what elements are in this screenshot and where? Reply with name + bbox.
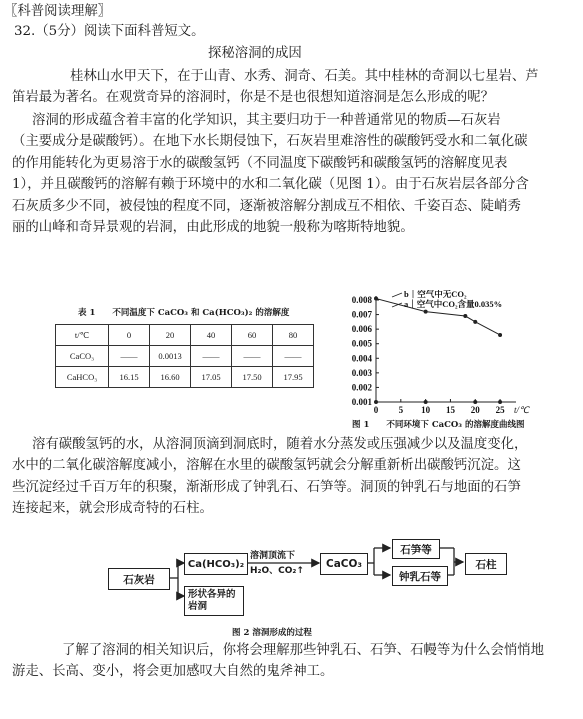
table-row (56, 367, 314, 388)
table-cell: 40 (191, 325, 232, 346)
table-cell: —— (109, 346, 150, 367)
paragraph-line: 的作用能转化为更易溶于水的碳酸氢钙（不同温度下碳酸钙和碳酸氢钙的溶解度见表 (12, 155, 508, 171)
paragraph-line: 溶洞的形成蕴含着丰富的化学知识，其主要归功于一种普通常见的物质—石灰岩 (32, 113, 501, 128)
table-row (56, 346, 314, 367)
paragraph-line: 桂林山水甲天下，在于山青、水秀、洞奇、石美。其中桂林的奇洞以七星岩、芦 (70, 69, 539, 84)
paragraph-line: 丽的山峰和奇异景观的岩洞，由此形成的地貌一般称为喀斯特地貌。 (12, 220, 414, 236)
diagram-caption: 图 2 溶洞形成的过程 (232, 628, 312, 638)
paragraph-line: 溶有碳酸氢钙的水，从溶洞顶滴到洞底时，随着水分蒸发或压强减少以及温度变化， (32, 437, 528, 452)
table-cell: CaHCO₃ (56, 367, 109, 388)
x-tick-label: 5 (398, 405, 404, 415)
paragraph-4 (6, 640, 578, 683)
node-label: CaCO₃ (325, 558, 363, 570)
solubility-table (55, 324, 314, 388)
node-label: 石笋等 (400, 543, 432, 556)
x-tick-label: 10 (421, 405, 431, 415)
paragraph-3 (6, 434, 578, 520)
y-tick-label: 0.008 (351, 295, 372, 305)
node-label: Ca(HCO₃)₂ (187, 558, 245, 570)
table-cell: 17.05 (191, 367, 232, 388)
chart-legend (392, 290, 502, 309)
node-bicarbonate (184, 553, 248, 575)
paragraph-line: （主要成分是碳酸钙）。在地下水长期侵蚀下，石灰岩里难溶性的碳酸钙受水和二氧化碳 (12, 134, 528, 150)
section-tag: 〖科普阅读理解〗 (4, 4, 112, 19)
data-point (374, 297, 378, 301)
y-tick-label: 0.006 (351, 324, 372, 335)
node-pillar (465, 553, 507, 575)
data-point (473, 320, 477, 324)
table-cell: 17.50 (232, 367, 273, 388)
table-cell: —— (191, 346, 232, 367)
node-label: 形状各异的岩洞 (188, 589, 236, 612)
data-point (463, 314, 467, 318)
table-cell: 0 (109, 325, 150, 346)
paragraph-line: 1），并且碳酸钙的溶解有赖于环境中的水和二氧化碳（见图 1）。由于石灰岩层各部分含 (12, 177, 529, 193)
paragraph-line: 些沉淀经过千百万年的积聚，渐渐形成了钟乳石、石笋等。洞顶的钟乳石与地面的石笋 (12, 479, 521, 495)
node-stalagmite (392, 539, 440, 559)
paragraph-2 (6, 110, 578, 238)
node-caco3 (320, 553, 368, 575)
data-point (424, 400, 428, 404)
table-cell: t/℃ (56, 325, 109, 346)
table-cell: —— (273, 346, 314, 367)
x-tick-label: 15 (445, 405, 455, 415)
data-point (424, 310, 428, 314)
chart-axes (376, 296, 516, 402)
table-cell: 60 (232, 325, 273, 346)
node-label: 石灰岩 (123, 573, 155, 586)
table-header-row (56, 325, 314, 346)
table-caption: 表 1 不同温度下 CaCO₃ 和 Ca(HCO₃)₂ 的溶解度 (78, 308, 290, 318)
paragraph-1 (6, 66, 578, 109)
y-tick-label: 0.005 (351, 338, 372, 349)
x-tick-label: 20 (470, 405, 480, 415)
y-tick-label: 0.004 (351, 353, 372, 364)
edge-label-release: H₂O、CO₂↑ (250, 566, 304, 576)
table-cell: 0.0013 (150, 346, 191, 367)
chart-y-ticks (352, 295, 379, 407)
y-tick-label: 0.007 (351, 309, 372, 320)
article-title: 探秘溶洞的成因 (208, 46, 302, 61)
question-number: 32.（5分）阅读下面科普短文。 (14, 24, 205, 39)
solubility-chart (330, 290, 530, 430)
table-cell: 16.15 (109, 367, 150, 388)
table-cell: CaCO₃ (56, 346, 109, 367)
paragraph-line: 了解了溶洞的相关知识后，你将会理解那些钟乳石、石笋、石幔等为什么会悄悄地 (62, 643, 545, 658)
data-point (498, 333, 502, 337)
legend-entry: b｜空气中无CO₂ (404, 290, 467, 299)
paragraph-line: 连接起来，就会形成奇特的石柱。 (12, 501, 213, 517)
x-tick-label: 0 (373, 405, 379, 415)
table-cell: 80 (273, 325, 314, 346)
y-tick-label: 0.001 (351, 397, 372, 407)
node-limestone (108, 568, 170, 590)
legend-entry: a｜空气中CO₂含量0.035% (404, 299, 503, 309)
node-stalactite (392, 566, 448, 586)
y-tick-label: 0.002 (351, 382, 372, 393)
table-cell: —— (232, 346, 273, 367)
paragraph-line: 水中的二氧化碳溶解度减小，溶解在水里的碳酸氢钙就会分解重新析出碳酸钙沉淀。这 (12, 458, 521, 474)
paragraph-line: 游走、长高、变小，将会更加感叹大自然的鬼斧神工。 (12, 664, 334, 680)
table-cell: 20 (150, 325, 191, 346)
y-tick-label: 0.003 (351, 367, 372, 378)
data-point (473, 400, 477, 404)
table-cell: 17.95 (273, 367, 314, 388)
node-label: 石柱 (475, 558, 497, 571)
x-tick-label: 25 (495, 405, 505, 415)
node-label: 钟乳石等 (399, 570, 441, 583)
data-point (374, 400, 378, 404)
legend-leader (392, 293, 402, 297)
node-rock-caves (184, 586, 244, 616)
x-axis-label: t/℃ (514, 405, 530, 415)
table-cell: 16.60 (150, 367, 191, 388)
data-point (498, 400, 502, 404)
paragraph-line: 石灰质多少不同，被侵蚀的程度不同，逐渐被溶解分割成互不相依、千姿百态、陡峭秀 (12, 198, 521, 214)
paragraph-line: 笛岩最为著名。在观赏奇异的溶洞时，你是不是也很想知道溶洞是怎么形成的呢？ (12, 90, 495, 106)
edge-label-flow: 溶洞顶流下 (250, 551, 296, 561)
chart-series (374, 297, 502, 404)
chart-x-ticks (374, 399, 530, 415)
chart-caption: 图 1 不同环境下 CaCO₃ 的溶解度曲线图 (352, 420, 525, 430)
